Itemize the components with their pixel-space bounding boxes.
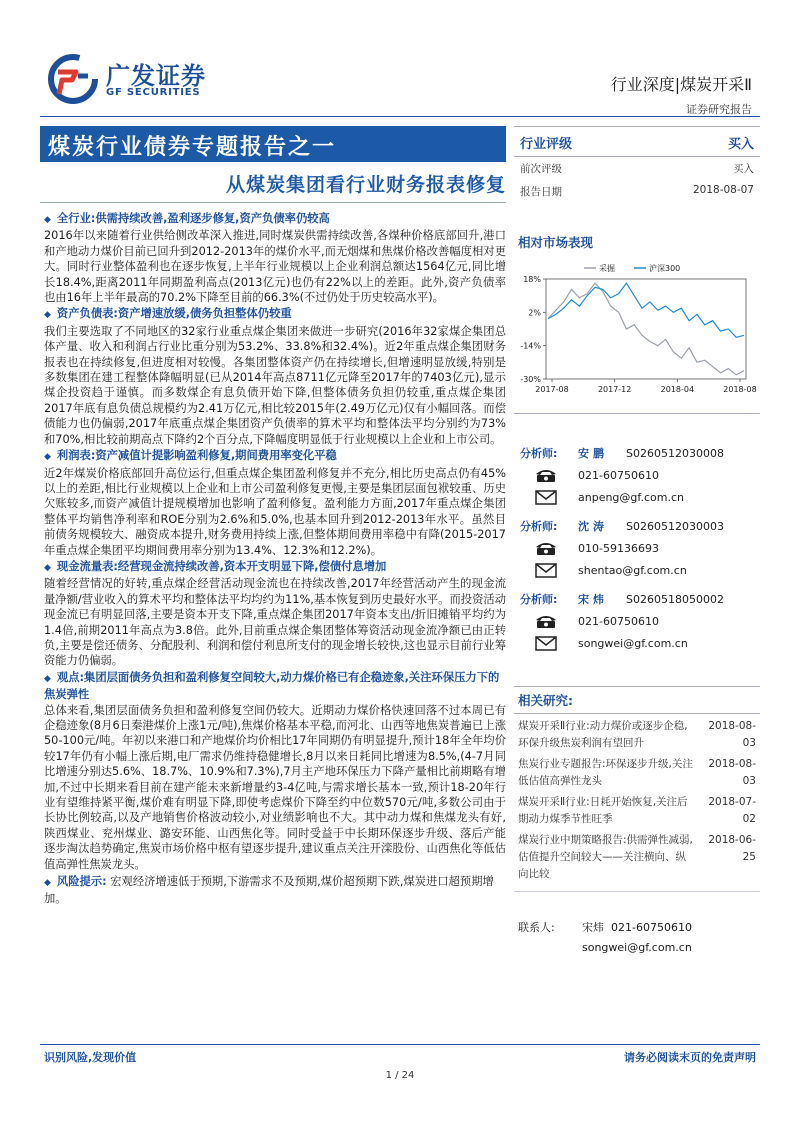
analyst-email-row xyxy=(514,632,760,654)
analyst-name: 沈涛 xyxy=(578,520,608,533)
analyst-cert: S0260512030003 xyxy=(626,519,724,533)
analyst-name: 宋炜 xyxy=(578,593,608,606)
bullet-icon: ◆ xyxy=(44,310,51,321)
related-item-title: 煤炭开采Ⅱ行业:日耗开始恢复,关注后期动力煤季节性旺季 xyxy=(518,796,688,825)
y-tick-label: -14% xyxy=(520,341,541,351)
series-line-csi300 xyxy=(548,283,744,337)
report-type: 行业深度|煤炭开采Ⅱ xyxy=(610,75,752,94)
related-item-date: 2018-08-03 xyxy=(708,758,756,787)
section-body: 随着经营情况的好转,重点煤企经营活动现金流也在持续改善,2017年经营活动产生的现金流量净额/营业收入的算术平均和整体法平均均约为11%,基本恢复到历史最好水平。而投资活动现金流已有明显回落,主要是资本开支下降,重点煤企集团2017年资本支出/折旧摊销平均约为1.4倍,前期2011年高点为3.8倍。此外,目前重点煤企集团整体筹资活动现金流净额已由正转负,主要是偿还债务、分配股利、利润和偿付利息所支付的现金增长较快,这也显示目前行业筹资能力仍偏弱。 xyxy=(44,577,506,668)
related-research-title: 相关研究: xyxy=(514,686,760,714)
summary-body xyxy=(44,210,506,907)
analyst-row xyxy=(514,442,760,464)
related-item-title: 煤炭开采Ⅱ行业:动力煤价或逐步企稳,环保升级焦炭利润有望回升 xyxy=(518,720,688,749)
section-head: ◆ 观点:集团层面债务负担和盈利修复空间较大,动力煤价格已有企稳迹象,关注环保压力下的焦炭弹性 xyxy=(44,670,500,702)
bullet-icon: ◆ xyxy=(44,215,51,225)
footer-slogan: 识别风险,发现价值 xyxy=(44,1051,137,1064)
footer-divider xyxy=(40,1044,760,1045)
footer-disclaimer[interactable]: 请务必阅读末页的免责声明 xyxy=(624,1051,756,1064)
related-item[interactable] xyxy=(514,752,760,790)
analyst-cert: S0260518050002 xyxy=(626,592,724,606)
section-head: ◆ 全行业:供需持续改善,盈利逐步修复,资产负债率仍较高 xyxy=(44,212,330,225)
analyst-phone-row xyxy=(514,610,760,632)
performance-chart xyxy=(514,259,760,401)
report-date-value: 2018-08-07 xyxy=(692,184,754,196)
analyst-list xyxy=(514,442,760,654)
title-divider xyxy=(40,202,506,203)
rating-label: 行业评级 xyxy=(520,137,573,152)
section-head: ◆ 利润表:资产减值计提影响盈利修复,期间费用率变化平稳 xyxy=(44,449,337,463)
analyst-phone: 021-60750610 xyxy=(578,468,659,482)
prev-rating-row xyxy=(514,157,760,180)
analyst-row xyxy=(514,515,760,537)
analyst-cert: S0260512030008 xyxy=(626,446,724,460)
section-head: ◆ 现金流量表:经营现金流持续改善,资本开支明显下降,偿债付息增加 xyxy=(44,559,387,573)
section-body: 宏观经济增速低于预期,下游需求不及预期,煤价超预期下跌,煤炭进口超预期增加。 xyxy=(44,875,494,906)
contact-label: 联系人: xyxy=(518,921,555,934)
analyst-phone-row xyxy=(514,537,760,559)
analyst-phone: 010-59136693 xyxy=(578,541,659,555)
legend-label: 采掘 xyxy=(599,264,615,273)
contact-block xyxy=(514,918,760,958)
analyst-label: 分析师: xyxy=(520,520,558,533)
phone-icon xyxy=(514,614,578,628)
bullet-icon: ◆ xyxy=(44,452,51,463)
section-body: 近2年煤炭价格底部回升高位运行,但重点煤企集团盈利修复并不充分,相比历史高点仍有45%以上的差距,相比行业规模以上企业和上市公司盈利修复更慢,主要是集团层面包袱较重、历史欠账较多,而资产减值计提规模增加也影响了盈利修复。盈利能力方面,2017年重点煤企集团整体平均销售净利率和ROE分别为2.6%和5.0%,也基本回升到2012-2013年水平。虽然目前债务规模较大、融资成本提升,财务费用持续上涨,但整体期间费用率稳中有降(2015-2017年重点煤企集团平均期间费用率分别为13.4%、12.3%和12.2%)。 xyxy=(44,466,506,557)
mail-icon xyxy=(514,636,578,651)
header-divider xyxy=(40,116,760,117)
rating-row xyxy=(514,127,760,157)
analyst-email[interactable]: shentao@gf.com.cn xyxy=(578,563,687,577)
section-head: ◆ 资产负债表:资产增速放缓,债务负担整体仍较重 xyxy=(44,307,292,321)
related-item[interactable] xyxy=(514,790,760,828)
header-meta xyxy=(611,72,752,117)
logo-english: GF SECURITIES xyxy=(106,87,201,98)
analyst-phone-row xyxy=(514,464,760,486)
y-tick-label: -30% xyxy=(520,375,541,384)
contact-row xyxy=(518,918,760,938)
section-body: 总体来看,集团层面债务负担和盈利修复空间仍较大。近期动力煤价格快速回落不过本周已有企稳迹象(8月6日秦港煤价上涨1元/吨),焦煤价格基本平稳,而河北、山西等地焦炭普遍已上涨50-100元/吨。年初以来港口和产地煤价均价相比17年同期仍有明显提升,预计18年全年均价较17年仍有小幅上涨后期,电厂需求仍维持稳健增长,8月以来日耗同比增速为8.5%,(4-7月同比增速分别达5.6%、18.7%、10.9%和7.3%),7月主产地环保压力下降产量相比前期略有增加,不过中长期来看目前在建产能未来新增量约3-4亿吨,与需求增长基本一致,预计18-20年行业有望维持紧平衡,煤价难有明显下降,即使考虑煤价下降至约中位数570元/吨,多数公司由于长协比例较高,以及产地销售价格波动较小,对业绩影响也不大。其中动力煤和焦煤龙头有好,陕西煤业、兖州煤业、潞安环能、山西焦化等。同时受益于中长期环保逐步升级、落后产能逐步淘汰趋势确定,焦炭市场价格中枢有望逐步提升,建议重点关注开滦股份、山西焦化等低估值高弹性焦炭龙头。 xyxy=(44,703,506,871)
mail-icon xyxy=(514,563,578,578)
analyst-row xyxy=(514,588,760,610)
page-number: 1 / 24 xyxy=(385,1070,415,1081)
x-tick-label: 2017-08 xyxy=(535,385,569,394)
report-kind: 证券研究报告 xyxy=(686,103,752,116)
report-title: 煤炭行业债券专题报告之一 xyxy=(40,126,506,162)
title-block xyxy=(40,126,506,206)
analyst-email[interactable]: anpeng@gf.com.cn xyxy=(578,490,684,504)
rating-value: 买入 xyxy=(727,137,754,152)
logo-chinese: 广发证券 xyxy=(106,62,206,90)
related-item-date: 2018-07-02 xyxy=(708,796,756,825)
sidebar xyxy=(514,126,760,958)
related-item[interactable] xyxy=(514,714,760,752)
y-tick-label: 18% xyxy=(523,275,541,284)
related-item-date: 2018-06-25 xyxy=(708,834,756,863)
contact-phone: 021-60750610 xyxy=(611,921,692,934)
legend-label: 沪深300 xyxy=(649,264,681,273)
related-item[interactable] xyxy=(514,828,760,883)
phone-icon xyxy=(514,541,578,555)
analyst-email-row xyxy=(514,559,760,581)
analyst-email[interactable]: songwei@gf.com.cn xyxy=(578,636,688,650)
analyst-email-row xyxy=(514,486,760,508)
contact-email-row xyxy=(518,938,760,958)
related-item-date: 2018-08-03 xyxy=(708,720,756,749)
analyst-label: 分析师: xyxy=(520,593,558,606)
report-subtitle: 从煤炭集团看行业财务报表修复 xyxy=(225,174,506,196)
section-body: 2016年以来随着行业供给侧改革深入推进,同时煤炭供需持续改善,各煤种价格底部回升,港口和产地动力煤价目前已回升到2012-2013年的煤价水平,而无烟煤和焦煤价格改善幅度相对更大。同时行业整体盈利也在逐步恢复,上半年行业规模以上企业利润总额达1564亿元,同比增长18.4%,距离2011年同期盈利高点(2013亿元)也仍有22%以上的差距。此外,资产负债率也由16年上半年最高的70.2%下降至目前的66.3%(不过仍处于历史较高水平)。 xyxy=(44,229,506,305)
report-date-label: 报告日期 xyxy=(520,186,562,198)
bullet-icon: ◆ xyxy=(44,673,51,684)
contact-email[interactable]: songwei@gf.com.cn xyxy=(582,941,692,954)
x-tick-label: 2017-12 xyxy=(597,385,632,394)
section-head: ◆ 风险提示: xyxy=(44,875,107,889)
related-divider xyxy=(514,891,760,892)
analyst-label: 分析师: xyxy=(520,447,558,460)
rating-box xyxy=(514,126,760,203)
mail-icon xyxy=(514,490,578,505)
related-item-title: 焦炭行业专题报告:环保逐步升级,关注低估值高弹性龙头 xyxy=(518,758,693,787)
series-line-mining xyxy=(548,283,744,375)
bullet-icon: ◆ xyxy=(44,562,51,573)
analyst-phone: 021-60750610 xyxy=(578,614,659,628)
contact-name: 宋炜 xyxy=(582,921,604,934)
prev-rating-value: 买入 xyxy=(733,163,754,175)
phone-icon xyxy=(514,468,578,482)
report-date-row xyxy=(514,180,760,203)
prev-rating-label: 前次评级 xyxy=(520,163,562,175)
x-tick-label: 2018-08 xyxy=(723,385,757,394)
y-tick-label: 2% xyxy=(528,308,541,318)
chart-divider xyxy=(514,413,760,414)
gf-logo xyxy=(48,54,218,106)
analyst-name: 安鹏 xyxy=(578,447,608,460)
related-item-title: 煤炭行业中期策略报告:供需弹性减弱,估值提升空间较大——关注横向、纵向比较 xyxy=(518,834,693,880)
gf-logo-mark-icon xyxy=(48,54,98,104)
x-tick-label: 2018-04 xyxy=(660,385,695,394)
bullet-icon: ◆ xyxy=(44,878,51,889)
performance-title: 相对市场表现 xyxy=(518,235,594,250)
risk-section xyxy=(44,874,506,907)
section-body: 我们主要选取了不同地区的32家行业重点煤企集团来做进一步研究(2016年32家煤企集团总体产量、收入和利润占行业比重分别为53.2%、33.8%和32.4%)。近2年重点煤企集团财务报表也在持续修复,但进度相对较慢。各集团整体资产仍在持续增长,但增速明显放缓,特别是多数集团在建工程整体降幅明显(已从2014年高点8711亿元降至2017年的7403亿元),显示煤企投资趋于谨慎。而多数煤企有息负债开始下降,但整体债务负担仍较重,重点煤企集团2017年底有息负债总规模约为2.41万亿元,相比较2015年(2.49万亿元)仅有小幅回落。而偿债能力也仍偏弱,2017年底重点煤企集团资产负债率的算术平均和整体法平均分别约为73%和70%,相比较前期高点下降约2个百分点,下降幅度明显低于行业规模以上企业和上市公司。 xyxy=(44,324,506,446)
